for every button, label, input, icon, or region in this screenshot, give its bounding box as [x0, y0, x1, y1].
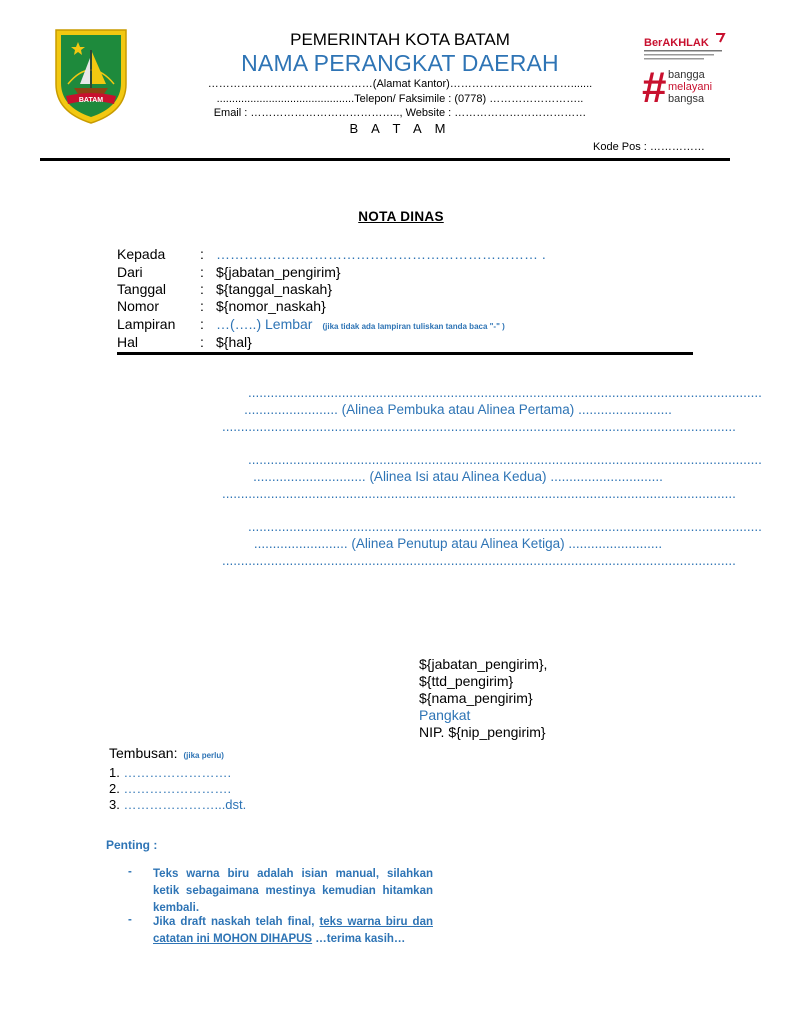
- meta-label: Nomor: [117, 298, 160, 314]
- tembusan-text: …………………….: [123, 765, 232, 780]
- svg-text:bangga: bangga: [668, 69, 705, 81]
- svg-text:melayani: melayani: [668, 81, 713, 93]
- meta-value: ${tanggal_naskah}: [216, 281, 332, 297]
- dots-fill: .........................: [564, 536, 663, 551]
- organization-name: PEMERINTAH KOTA BATAM: [290, 30, 510, 49]
- paragraph-placeholder: (Alinea Penutup atau Alinea Ketiga): [351, 536, 565, 551]
- paragraph-1-line-3: .........................................................................................................................................: [222, 419, 736, 434]
- note-2-part-a: Jika draft naskah telah final,: [153, 916, 320, 928]
- meta-label: Kepada: [117, 246, 166, 262]
- meta-colon: :: [200, 246, 204, 262]
- city-name: B A T A M: [349, 121, 451, 136]
- dots-fill: ..............................: [546, 469, 663, 484]
- bangga-melayani-bangsa-logo: [642, 63, 732, 112]
- meta-value: ${hal}: [216, 334, 252, 350]
- paragraph-placeholder: (Alinea Pembuka atau Alinea Pertama): [341, 402, 575, 417]
- phone-fax-line: .............................................Telepon/ Faksimile : (0778) ……………………..: [216, 93, 584, 105]
- signature-rank: Pangkat: [419, 707, 471, 723]
- note-bullet: -: [128, 914, 132, 926]
- meta-value: [216, 316, 505, 332]
- signature-ttd: ${ttd_pengirim}: [419, 673, 514, 689]
- paragraph-1-line-1: .........................................................................................................................................: [248, 385, 762, 400]
- tembusan-heading: [109, 745, 224, 761]
- tembusan-num: 2.: [109, 781, 120, 796]
- tembusan-label: Tembusan:: [109, 745, 178, 761]
- dots-fill: .........................: [253, 536, 352, 551]
- meta-label: Dari: [117, 264, 143, 280]
- signature-nip: NIP. ${nip_pengirim}: [419, 724, 546, 740]
- meta-colon: :: [200, 264, 204, 280]
- signature-position: ${jabatan_pengirim},: [419, 656, 548, 672]
- document-title: NOTA DINAS: [358, 209, 444, 224]
- penting-heading: Penting :: [106, 838, 158, 852]
- address-line: ………………………………………(Alamat Kantor)…………………………….......: [207, 78, 593, 90]
- dots-fill: .........................: [574, 402, 672, 417]
- meta-label: Hal: [117, 334, 139, 350]
- berakhlak-logo: [642, 30, 732, 64]
- meta-colon: :: [200, 334, 204, 350]
- meta-value: …………………………………………………………… .: [216, 246, 546, 262]
- paragraph-2-line-2: [222, 469, 694, 484]
- svg-text:BerAKHLAK: BerAKHLAK: [644, 37, 709, 49]
- paragraph-1-line-2: [222, 402, 694, 417]
- paragraph-2-line-1: .........................................................................................................................................: [248, 452, 762, 467]
- dots-fill: .........................: [244, 402, 342, 417]
- lampiran-note: (jika tidak ada lampiran tuliskan tanda baca "-" ): [322, 322, 505, 331]
- meta-value: ${nomor_naskah}: [216, 298, 326, 314]
- meta-divider: [117, 352, 693, 355]
- meta-value: ${jabatan_pengirim}: [216, 264, 341, 280]
- svg-text:#: #: [642, 63, 667, 112]
- paragraph-2-line-3: .........................................................................................................................................: [222, 486, 736, 501]
- tembusan-item: [109, 781, 231, 796]
- note-2-part-c: …terima kasih…: [312, 933, 406, 945]
- meta-colon: :: [200, 298, 204, 314]
- tembusan-item: [109, 765, 231, 780]
- tembusan-text: …………………...dst.: [123, 797, 247, 812]
- meta-label: Tanggal: [117, 281, 167, 297]
- meta-colon: :: [200, 316, 204, 332]
- note-1: Teks warna biru adalah isian manual, silahkan ketik sebagaimana mestinya kemudian hitamkan kembali.: [153, 868, 433, 914]
- signature-name: ${nama_pengirim}: [419, 690, 533, 706]
- paragraph-3-line-2: [222, 536, 694, 551]
- department-name: NAMA PERANGKAT DAERAH: [241, 50, 559, 76]
- svg-text:bangsa: bangsa: [668, 93, 705, 105]
- email-website-line: Email : ………………………………….., Website : ………………………………: [213, 107, 587, 119]
- tembusan-text: …………………….: [123, 781, 232, 796]
- note-2: [153, 914, 433, 948]
- header-divider: [40, 158, 730, 161]
- lampiran-value: …(…..) Lembar: [216, 316, 313, 332]
- svg-text:BATAM: BATAM: [78, 97, 104, 104]
- tembusan-num: 3.: [109, 797, 120, 812]
- tembusan-note: (jika perlu): [183, 751, 224, 760]
- paragraph-3-line-1: .........................................................................................................................................: [248, 519, 762, 534]
- batam-city-emblem: [52, 26, 130, 126]
- paragraph-3-line-3: .........................................................................................................................................: [222, 553, 736, 568]
- paragraph-placeholder: (Alinea Isi atau Alinea Kedua): [369, 469, 547, 484]
- meta-label: Lampiran: [117, 316, 176, 332]
- meta-colon: :: [200, 281, 204, 297]
- note-2-part-b: teks warna biru dan catatan ini MOHON DIHAPUS: [153, 916, 433, 945]
- dots-fill: ..............................: [253, 469, 370, 484]
- postal-code: Kode Pos : ……………: [593, 141, 705, 153]
- tembusan-num: 1.: [109, 765, 120, 780]
- note-bullet: -: [128, 866, 132, 878]
- tembusan-item: [109, 797, 246, 812]
